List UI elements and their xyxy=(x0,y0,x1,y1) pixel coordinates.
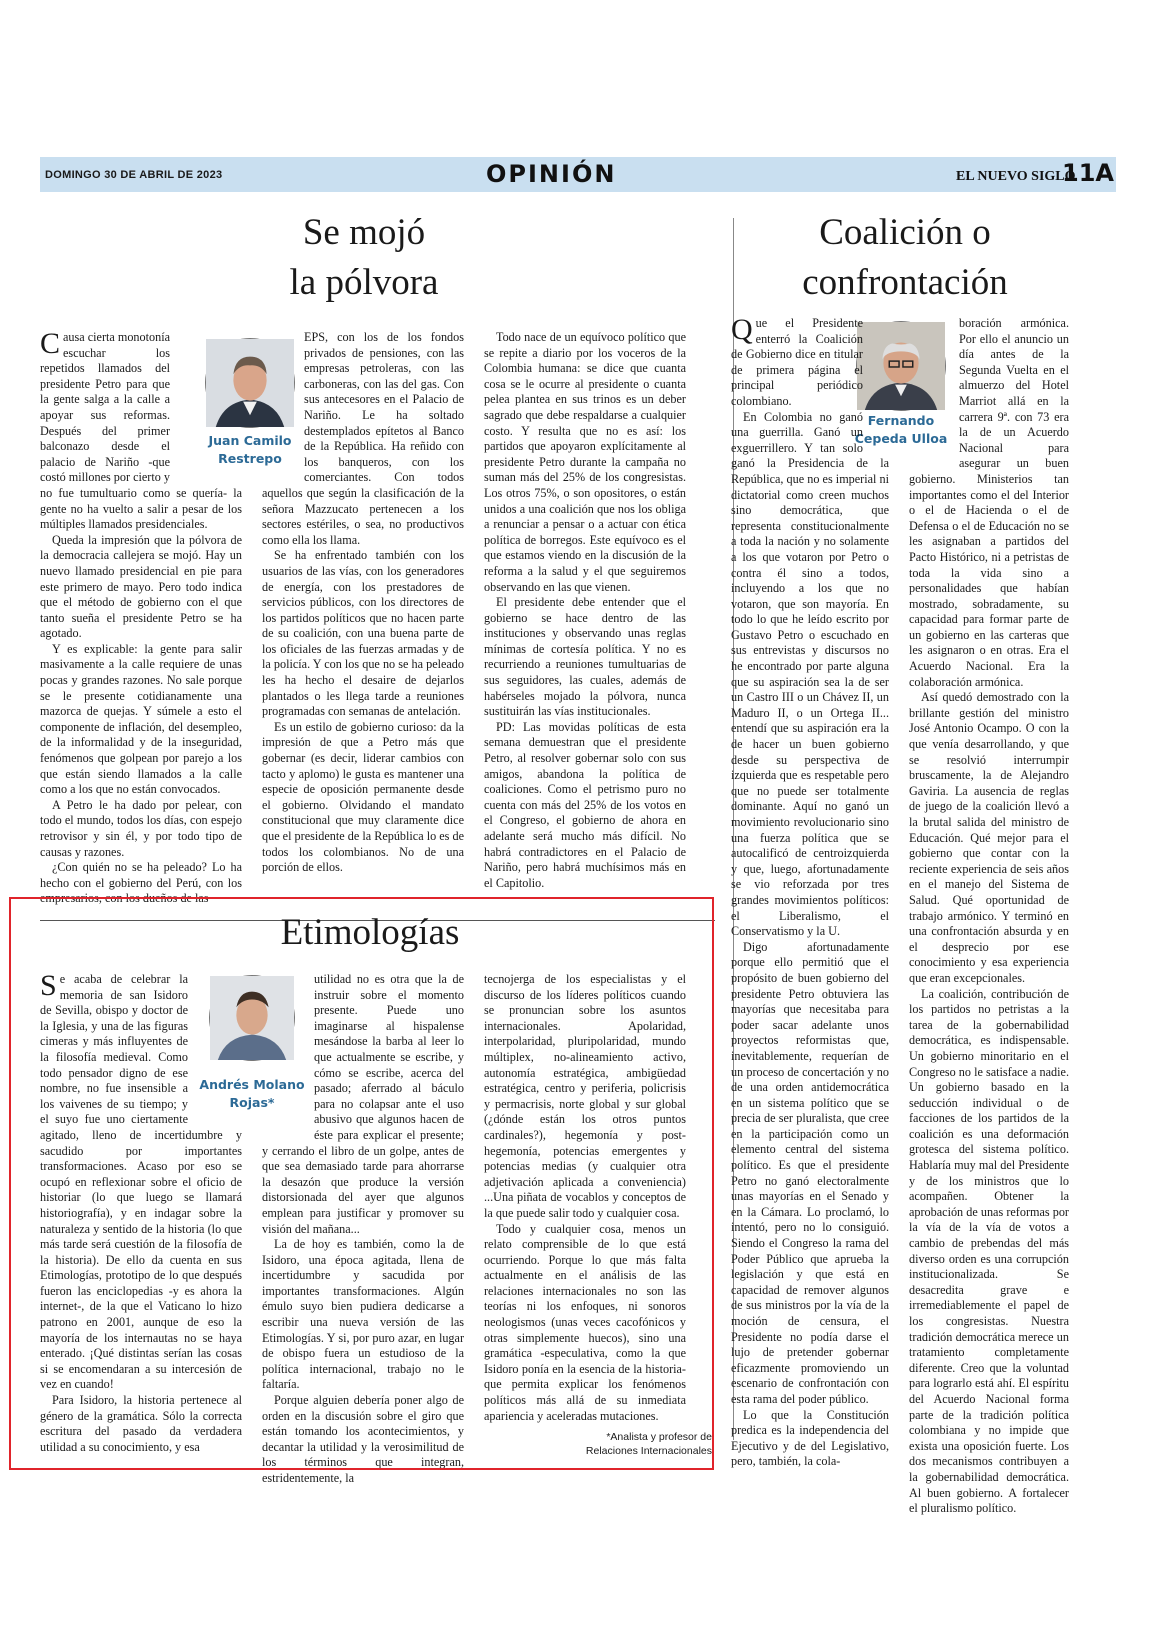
newspaper-name: EL NUEVO SIGLO xyxy=(956,169,1076,184)
article-title-coalicion: Coalición o confrontación xyxy=(802,212,1008,303)
article-etimologias-col1: Se acaba de celebrar la memoria de san Isidoro de Sevilla, obispo y doctor de la Iglesia, y una de las figuras cimeras y más influyentes de la filosofía medieval. Como todo pensador digno de ese nombre, no fue insensible a los vaivenes de su tiempo; y el suyo fue uno ciertamente agitado, lleno de incertidumbre y sacudido por importantes transformaciones. Acaso por eso se ocupó en reflexionar sobre el oficio de historiar (lo que luego se llamará historiografía), y en indagar sobre la naturaleza y sentido de la historia (lo que más tarde será cuestión de la filosofía de la historia). De ello da cuenta en sus Etimologías, prototipo de lo que después fueron las enciclopedias -y es ahora la internet-, de la que el Vaticano lo hizo patrono en 2001, aunque de eso la mayoría de los internautas no se haya enterado. ¡Qué distintas serían las cosas si se encomendaran a su intercesión de vez en cuando! Para Isidoro, la historia pertenece al género de la gramática. Sólo la correcta escritura del pasado da verdadera utilidad a su conocimiento, y esa xyxy=(40,969,242,1454)
article-title-etimologias: Etimologías xyxy=(280,912,460,953)
page-number: 11A xyxy=(1062,159,1114,187)
author-byline-restrepo: Juan Camilo Restrepo xyxy=(208,433,292,466)
article-title-polvora: Se mojó la pólvora xyxy=(289,212,439,303)
edition-date: DOMINGO 30 DE ABRIL DE 2023 xyxy=(45,169,223,181)
article-polvora-col3: Todo nace de un equívoco político que se repite a diario por los voceros de la Colombia humana: se dice que cuanta cosa se le ocurre al presidente o cuanta pelea plantea en sus trinos es un deber sagrado que debe respaldarse a cualquier costo. Y resulta que no es así: los partidos que apoyaron explícitamente al presidente Petro durante la campaña no suman más del 25% de los congresistas. Los otros 75%, o son opositores, o están unidos a una coalición que nos los obliga a renunciar a pensar o a actuar con ética política de borregos. Este equívoco es el que estamos viendo en la discusión de la reforma a la salud y el que seguiremos observando en las que vienen. El presidente debe entender que el gobierno se hace dentro de las instituciones y observando unas reglas mínimas de cortesía política. Y no es recurriendo a reuniones tumultuarias de sus seguidores, las cuales, además de habérseles mojado la pólvora, nunca sustituirán las vías institucionales. PD: Las movidas políticas de esta semana demuestran que el presidente Petro, al resolver gobernar solo con sus amigos, abandona la política de coaliciones. Como el petrismo puro no cuenta con más del 25% de los votos en el Congreso, el gobierno de ahora en adelante será mucho más difícil. No habrá contradictores en el Palacio de Nariño, pero habrá muchísimos más en el Capitolio. xyxy=(484,330,686,890)
author-byline-molano: Andrés Molano Rojas* xyxy=(199,1077,305,1110)
article-etimologias-col3: tecnojerga de los especialistas y el discurso de los líderes políticos cuando se pronuncian sobre los asuntos internacionales. Apolaridad, interpolaridad, pluripolaridad, mundo múltiplex, no-alineamiento activo, autonomía estratégica, ambigüedad estratégica, centro y periferia, policrisis y permacrisis, norte global y sur global (¿dónde están los otros puntos cardinales?), hegemonía y post-hegemonía, potencias emergentes y potencias medias (y cualquier otra adjetivación aplicada a conveniencia) ...Una piñata de vocablos y conceptos de la que puede salir todo y cualquier cosa. Todo y cualquier cosa, menos un relato comprensible de lo que está ocurriendo. Porque lo que más falta actualmente en el análisis de las relaciones internacionales no son las teorías ni los enfoques, ni sonoros neologismos (unas veces cacofónicos y otras simplemente huecos), sino una gramática -especulativa, como la que Isidoro ponía en la esencia de la historia- que permita explicar los fenómenos políticos más allá de su inmediata apariencia y aceleradas mutaciones. xyxy=(484,972,686,1423)
article-coalicion-col2: boración armónica. Por ello el anuncio un día antes de la Segunda Vuelta en el almuerzo del Hotel Marriot allá en la carrera 9ª. con 73 era la de un Acuerdo Nacional para asegurar un buen gobierno. Ministerios tan importantes como el del Interior o el de Hacienda o el de Defensa o el de Educación no se les asignaban a partidos del Pacto Histórico, ni a petristas de toda la vida sino a personalidades que habían mostrado, sobradamente, su capacidad para formar parte de un gobierno en las carteras que les asignaron o en otras. Era el Acuerdo Nacional. Era la colaboración armónica. Así quedó demostrado con la brillante gestión del ministro José Antonio Ocampo. O con la que venía desarrollando, y que se resolvió interrumpir bruscamente, la de Alejandro Gaviria. La ausencia de reglas de juego de la coalición llevó a la brutal salida del ministro de Educación. Qué mejor para el gobierno que contar con la reciente experiencia de seis años en el manejo del Sistema de Salud. Qué oportunidad de trabajo armónico. Y terminó en una confrontación absurda y en el desprecio por ese conocimiento y esa experiencia que eran excepcionales. La coalición, contribución de los partidos no petristas a la tarea de la gobernabilidad democrática, es indispensable. Un gobierno minoritario en el Congreso no le satisface a nadie. Un gobierno basado en la seducción individual o de facciones de los partidos de la coalición es una deformación grotesca del sistema político. Hablaría muy mal del Presidente y de los ministros que lo acompañen. Obtener la aprobación de unas reformas por la vía de la vía de votos a cambio de prebendas del más diverso orden es una corrupción institucionalizada. Se desacredita grave e irremediablemente el papel de los congresistas. Nuestra tradición democrática merece un tratamiento completamente diferente. Creo que la voluntad para lograrlo está ahí. El espíritu del Acuerdo Nacional forma parte de la tradición política colombiana y no impide que exista una oposición fuerte. Los dos mecanismos contribuyen a la gobernabilidad democrática. Al buen gobierno. A fortalecer el pluralismo político. xyxy=(909,316,1069,1516)
article-coalicion-col1: Que el Presidente enterró la Coalición de Gobierno dice en titular de primera página el principal periódico colombiano. En Colombia no ganó una guerrilla. Ganó un exguerrillero. Y tan solo ganó la Presidencia de la República, que no es imperial ni dictatorial como creen muchos sino democrática, que representa constitucionalmente a toda la nación y no solamente a los que votaron por Petro o contra él sino a todos, incluyendo a los que no votaron, que son mayoría. En todo lo que he leído escrito por Gustavo Petro o escuchado en sus entrevistas y discursos no he encontrado por parte alguna que su aspiración sea la de ser un Castro III o un Chávez II, un Maduro II, o un Ortega II... entendí que su aspiración era la de hacer un buen gobierno desde su perspectiva de izquierda que es respetable pero que no puede ser totalmente dominante. Aquí no ganó un movimiento revolucionario sino una fuerza política que se autocalificó de centroizquierda y que, luego, afortunadamente se vio reforzada por tres grandes movimientos políticos: el Liberalismo, el Conservatismo y la U. Digo afortunadamente porque ello permitió que el propósito de buen gobierno del presidente Petro obtuviera las mayorías que necesitaba para poder sacar adelante unos proyectos reformistas que, inevitablemente, requerían de un proceso de concertación y no de una orden antidemocrática en un sistema político que se precia de ser pluralista, que cree en la participación como un elemento central del sistema político. Es que el presidente Petro no ganó electoralmente unas mayorías en el Senado y en la Cámara. Lo proclamó, lo intentó, pero no lo consiguió. Siendo el Congreso la rama del Poder Público que aprueba la legislación y que está en capacidad de remover algunos de sus ministros por la vía de la moción de censura, el Presidente no podía darse el lujo de pretender gobernar eficazmente promoviendo un escenario de confrontación con esta rama del poder público. Lo que la Constitución predica es la independencia del Ejecutivo y de del Legislativo, pero, también, la cola- xyxy=(731,313,889,1469)
highlight-frame xyxy=(9,897,714,1485)
article-etimologias-col2: utilidad no es otra que la de instruir sobre el momento presente. Puede uno imaginarse al hispalense mesándose la barba al leer lo que actualmente se escribe, y cómo se escribe, acerca del pasado; aferrado al báculo para no colapsar ante el uso abusivo que algunos hacen de éste para explicar el presente; y cerrando el libro de un golpe, antes de que sea demasiado tarde para ahorrarse la desazón que produce la versión distorsionada del ayer que algunos emplean para justificar y promover su visión del mañana... La de hoy es también, como la de Isidoro, una época agitada, llena de incertidumbre y sacudida por importantes transformaciones. Algún émulo suyo bien pudiera dedicarse a escribir una nueva versión de las Etimologías. Y si, por puro azar, en lugar de obispo fuera un estudioso de la política internacional, trabajo no le faltaría. Porque alguien debería poner algo de orden en la discusión sobre el giro que están tomando los acontecimientos, y decantar la utilidad y la verosimilitud de los términos que integran, estridentemente, la xyxy=(262,972,464,1485)
section-title: OPINIÓN xyxy=(486,160,617,188)
author-footnote: *Analista y profesor de Relaciones Internacionales xyxy=(585,1431,712,1457)
article-polvora-col1: Causa cierta monotonía escuchar los repetidos llamados del presidente Petro para que la gente salga a la calle a apoyar sus reformas. Después del primer balconazo desde el palacio de Nariño -que costó millones por cierto y no fue tumultuario como se quería- la gente no ha vuelto a salir a pesar de los múltiples llamados presidenciales. Queda la impresión que la pólvora de la democracia callejera se mojó. Hay un nuevo llamado presidencial en pie para este primero de mayo. Pero todo indica que el método de gobierno con el que tanto sueña el presidente Petro se ha agotado. Y es explicable: la gente para salir masivamente a la calle requiere de unas pocas y grandes razones. No sale porque se le presente cotidianamente una mazorca de quejas. Y súmele a esto el componente de inflación, del desempleo, de la informalidad y de la inseguridad, fenómenos que golpean por parejo a los que están siendo llamados a la calle como a los que no están convocados. A Petro le ha dado por pelear, con todo el mundo, todos los días, con espejo retrovisor y sin él, y por todo tipo de causas y razones. ¿Con quién no se ha peleado? Lo ha hecho con el gobierno del Perú, con los empresarios, con los dueños de las xyxy=(40,327,242,906)
author-byline-cepeda: Fernando Cepeda Ulloa xyxy=(854,413,948,446)
article-polvora-col2: EPS, con los de los fondos privados de pensiones, con las empresas petroleras, con las carboneras, con las del gas. Con sus antecesores en el Palacio de Nariño. Le ha soltado destemplados epítetos al Banco de la República. Ha reñido con los banqueros, con los comerciantes. Con todos aquellos que según la clasificación de la señora Mazzucato pertenecen a los sectores estériles, o sea, no productivos como ella los llama. Se ha enfrentado también con los usuarios de las vías, con los generadores de energía, con los prestadores de servicios públicos, con los directores de los partidos políticos que no hacen parte de su coalición, con una buena parte de los oficiales de las fuerzas armadas y de la policía. Y con los que no se ha peleado les ha hecho el desaire de dejarlos plantados o les llega tarde a reuniones programadas con semanas de antelación. Es un estilo de gobierno curioso: da la impresión de que a Petro más que gobernar (es decir, liderar cambios con tacto y aplomo) le gusta es mantener una especie de oposición permanente desde el gobierno. Olvidando el mandato constitucional que muy claramente dice que el presidente de la República lo es de todos los colombianos. No de una porción de ellos. xyxy=(262,330,464,875)
